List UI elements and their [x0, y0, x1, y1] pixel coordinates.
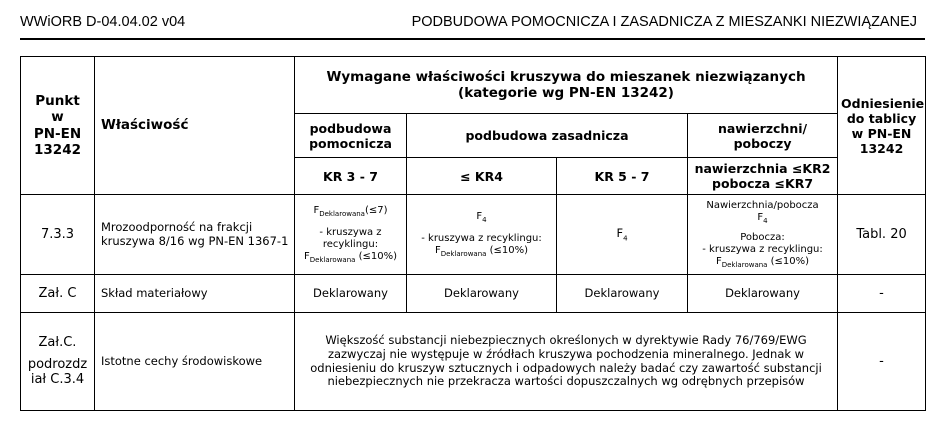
f-tail: (≤10%): [486, 244, 529, 256]
f-symbol: F: [434, 244, 441, 256]
row2-c4: Deklarowany: [688, 275, 838, 313]
f-subscript: Deklarowana: [440, 249, 487, 258]
row1-c4-line2: [691, 212, 834, 225]
f-tail: (≤10%): [355, 250, 398, 262]
f-symbol: F: [757, 212, 764, 224]
odniesienie-header-line: Odniesienie: [841, 95, 925, 111]
f-tail: (≤10%): [767, 255, 810, 267]
subhead-nawierzchnia: [688, 114, 838, 158]
f-tail: (≤7): [364, 205, 388, 217]
row1-c4-line1: Nawierzchnia/pobocza: [706, 200, 819, 212]
kr-zasadnicza-1: ≤ KR4: [407, 158, 557, 195]
f-subscript: Deklarowana: [319, 210, 365, 219]
kr-zasadnicza-2: KR 5 - 7: [557, 158, 688, 195]
row-sklad: [21, 275, 926, 313]
row1-c1-line2: - kruszywa z: [319, 226, 382, 238]
kr-line: nawierzchnia ≤KR2: [694, 161, 831, 176]
row1-c2: [407, 195, 557, 275]
row2-punkt: Zał. C: [21, 275, 95, 313]
kr-line: pobocza ≤KR7: [712, 176, 814, 191]
odniesienie-header-line: do tablicy: [846, 110, 917, 126]
row1-c1: [295, 195, 407, 275]
row1-c3: [557, 195, 688, 275]
row-srodowiskowe: [21, 313, 926, 411]
row1-c4-line3: Pobocza:: [740, 231, 785, 243]
f-symbol: F: [313, 205, 320, 217]
row1-c4-line5: [691, 256, 834, 269]
punkt-header-line: w: [51, 109, 64, 126]
row-mrozoodpornosc: [21, 195, 926, 275]
row3-text: Większość substancji niebezpiecznych określonych w dyrektywie Rady 76/769/EWG zazwyczaj nie występuje w źródłach kruszywa pochodzenia mineralnego. Jednak w odniesieniu do kruszyw sztucznych i odpadowych należy badać czy zawartość substancji niebezpiecznych nie przekracza wartości dopuszczalnych wg odrębnych przepisów: [295, 313, 838, 411]
f-symbol: F: [476, 211, 483, 223]
odniesienie-header: [838, 57, 926, 195]
row3-punkt-line: podrozdz: [27, 356, 88, 372]
row2-wlasciwosc: Skład materiałowy: [95, 275, 295, 313]
main-title-line-2: (kategorie wg PN-EN 13242): [458, 85, 674, 101]
punkt-header-line: Punkt: [35, 93, 80, 110]
row2-c1: Deklarowany: [295, 275, 407, 313]
row3-punkt-line: Zał.C.: [38, 335, 77, 351]
row1-ref: Tabl. 20: [838, 195, 926, 275]
f-symbol: F: [616, 225, 624, 240]
odniesienie-header-line: 13242: [859, 140, 904, 156]
subhead-line: podbudowa: [309, 120, 392, 136]
document-code: WWiORB D-04.04.02 v04: [20, 14, 186, 30]
row3-punkt-line: iał C.3.4: [30, 372, 85, 388]
f-subscript: Deklarowana: [309, 255, 356, 264]
subhead-pomocnicza: [295, 114, 407, 158]
row1-c2-line1: [410, 211, 553, 224]
row2-ref: -: [838, 275, 926, 313]
wlasciwosc-header: Właściwość: [95, 57, 295, 195]
f-subscript: 4: [623, 233, 628, 242]
header-row-1: [21, 57, 926, 114]
f-subscript: 4: [763, 217, 768, 226]
main-title: [295, 57, 838, 114]
punkt-header-line: PN-EN: [33, 125, 82, 142]
main-title-line-1: Wymagane właściwości kruszywa do mieszanek niezwiązanych: [326, 68, 806, 85]
f-subscript: Deklarowana: [721, 260, 768, 269]
f-symbol: F: [303, 250, 310, 262]
row1-c4-line4: - kruszywa z recyklingu:: [702, 243, 823, 255]
subhead-line: poboczy: [733, 135, 792, 151]
subhead-line: nawierzchni/: [717, 120, 808, 136]
row3-ref: -: [838, 313, 926, 411]
row1-c2-line2: - kruszywa z recyklingu:: [421, 232, 542, 244]
row1-c4: [688, 195, 838, 275]
requirements-table: [20, 56, 926, 411]
f-symbol: F: [715, 255, 722, 267]
row1-c2-line3: [410, 245, 553, 258]
row2-c3: Deklarowany: [557, 275, 688, 313]
row2-c2: Deklarowany: [407, 275, 557, 313]
kr-nawierzchnia: [688, 158, 838, 195]
document-title: PODBUDOWA POMOCNICZA I ZASADNICZA Z MIESZANKI NIEZWIĄZANEJ: [411, 14, 917, 30]
odniesienie-header-line: w PN-EN: [851, 125, 912, 141]
row1-wlasciwosc: Mrozoodporność na frakcji kruszywa 8/16 wg PN-EN 1367-1: [95, 195, 295, 275]
row1-c1-line4: [298, 251, 403, 264]
page-header: [20, 14, 925, 40]
row3-wlasciwosc: Istotne cechy środowiskowe: [95, 313, 295, 411]
row1-c1-line1: [298, 205, 403, 218]
row1-punkt: 7.3.3: [21, 195, 95, 275]
subhead-line: pomocnicza: [309, 135, 392, 151]
row1-c1-line3: recyklingu:: [322, 238, 379, 250]
kr-pomocnicza: KR 3 - 7: [295, 158, 407, 195]
subhead-zasadnicza: podbudowa zasadnicza: [407, 114, 688, 158]
punkt-header: [21, 57, 95, 195]
f-subscript: 4: [482, 216, 487, 225]
row3-punkt: [21, 313, 95, 411]
punkt-header-line: 13242: [34, 141, 81, 158]
